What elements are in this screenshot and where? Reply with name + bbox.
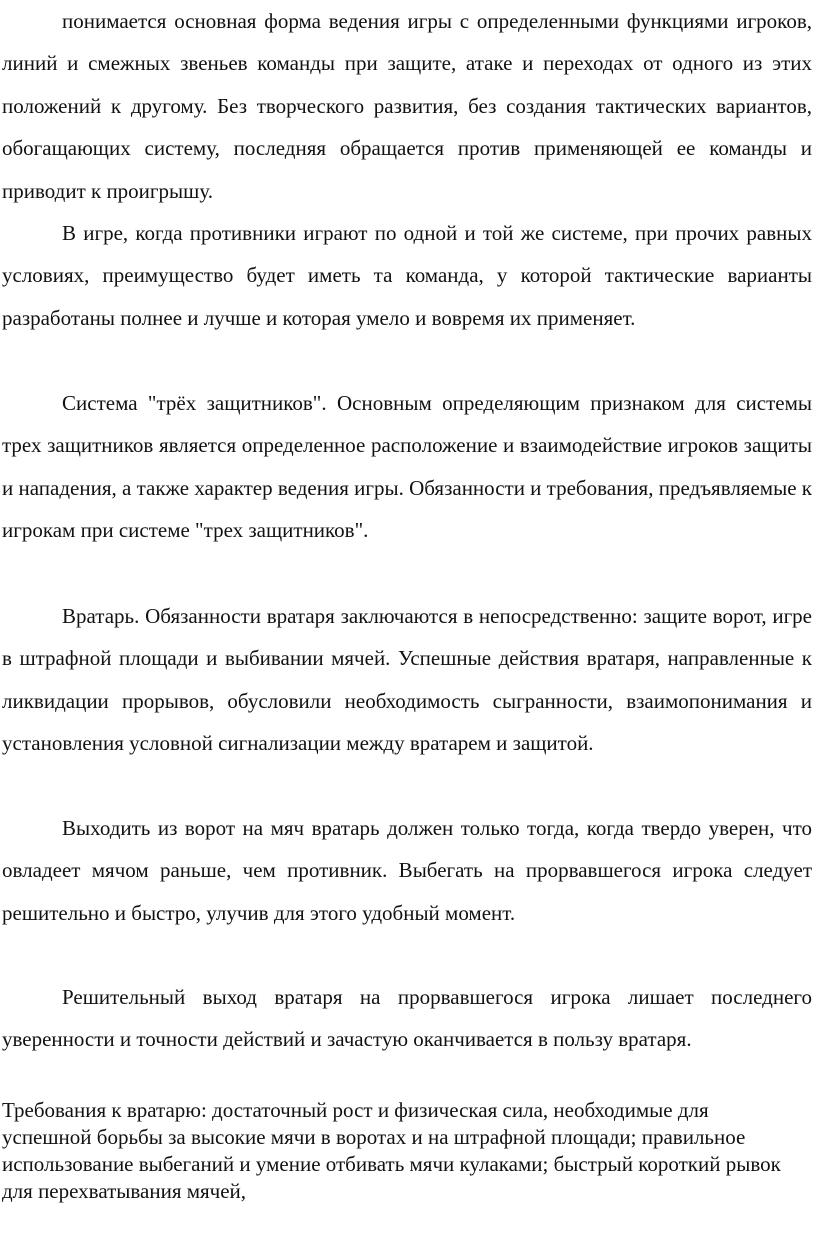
paragraph-goalkeeper-requirements: Требования к вратарю: достаточный рост и физическая сила, необходимые для успешной борьбы за высокие мячи в воротах и на штрафной площади; правильное использование выбеганий и умение отбивать мячи кулаками; быстрый короткий рывок для перехватывания мячей, (2, 1098, 781, 1203)
paragraph-three-defenders: Система "трёх защитников". Основным определяющим признаком для системы трех защитников является определенное расположение и взаимодействие игроков защиты и нападения, а также характер ведения игры. Обязанности и требования, предъявляемые к игрокам при системе "трех защитников". (2, 391, 812, 543)
paragraph-system-definition: понимается основная форма ведения игры с определенными функциями игроков, линий и смежных звеньев команды при защите, атаке и переходах от одного из этих положений к другому. Без творческого развития, без создания тактических вариантов, обогащающих систему, последняя обращается против применяющей ее команды и приводит к проигрышу. (2, 9, 812, 203)
paragraph-leaving-goal: Выходить из ворот на мяч вратарь должен только тогда, когда твердо уверен, что овладеет мячом раньше, чем противник. Выбегать на прорвавшегося игрока следует решительно и быстро, улучив для этого удобный момент. (2, 816, 812, 925)
paragraph-decisive-exit: Решительный выход вратаря на прорвавшегося игрока лишает последнего уверенности и точности действий и зачастую оканчивается в пользу вратаря. (2, 985, 812, 1052)
paragraph-goalkeeper-duties: Вратарь. Обязанности вратаря заключаются в непосредственно: защите ворот, игре в штрафной площади и выбивании мячей. Успешные действия вратаря, направленные к ликвидации прорывов, обусловили необходимость сыгранности, взаимопонимания и установления условной сигнализации между вратарем и защитой. (2, 604, 812, 756)
paragraph-same-system: В игре, когда противники играют по одной и той же системе, при прочих равных условиях, преимущество будет иметь та команда, у которой тактические варианты разработаны полнее и лучше и которая умело и вовремя их применяет. (2, 221, 812, 330)
